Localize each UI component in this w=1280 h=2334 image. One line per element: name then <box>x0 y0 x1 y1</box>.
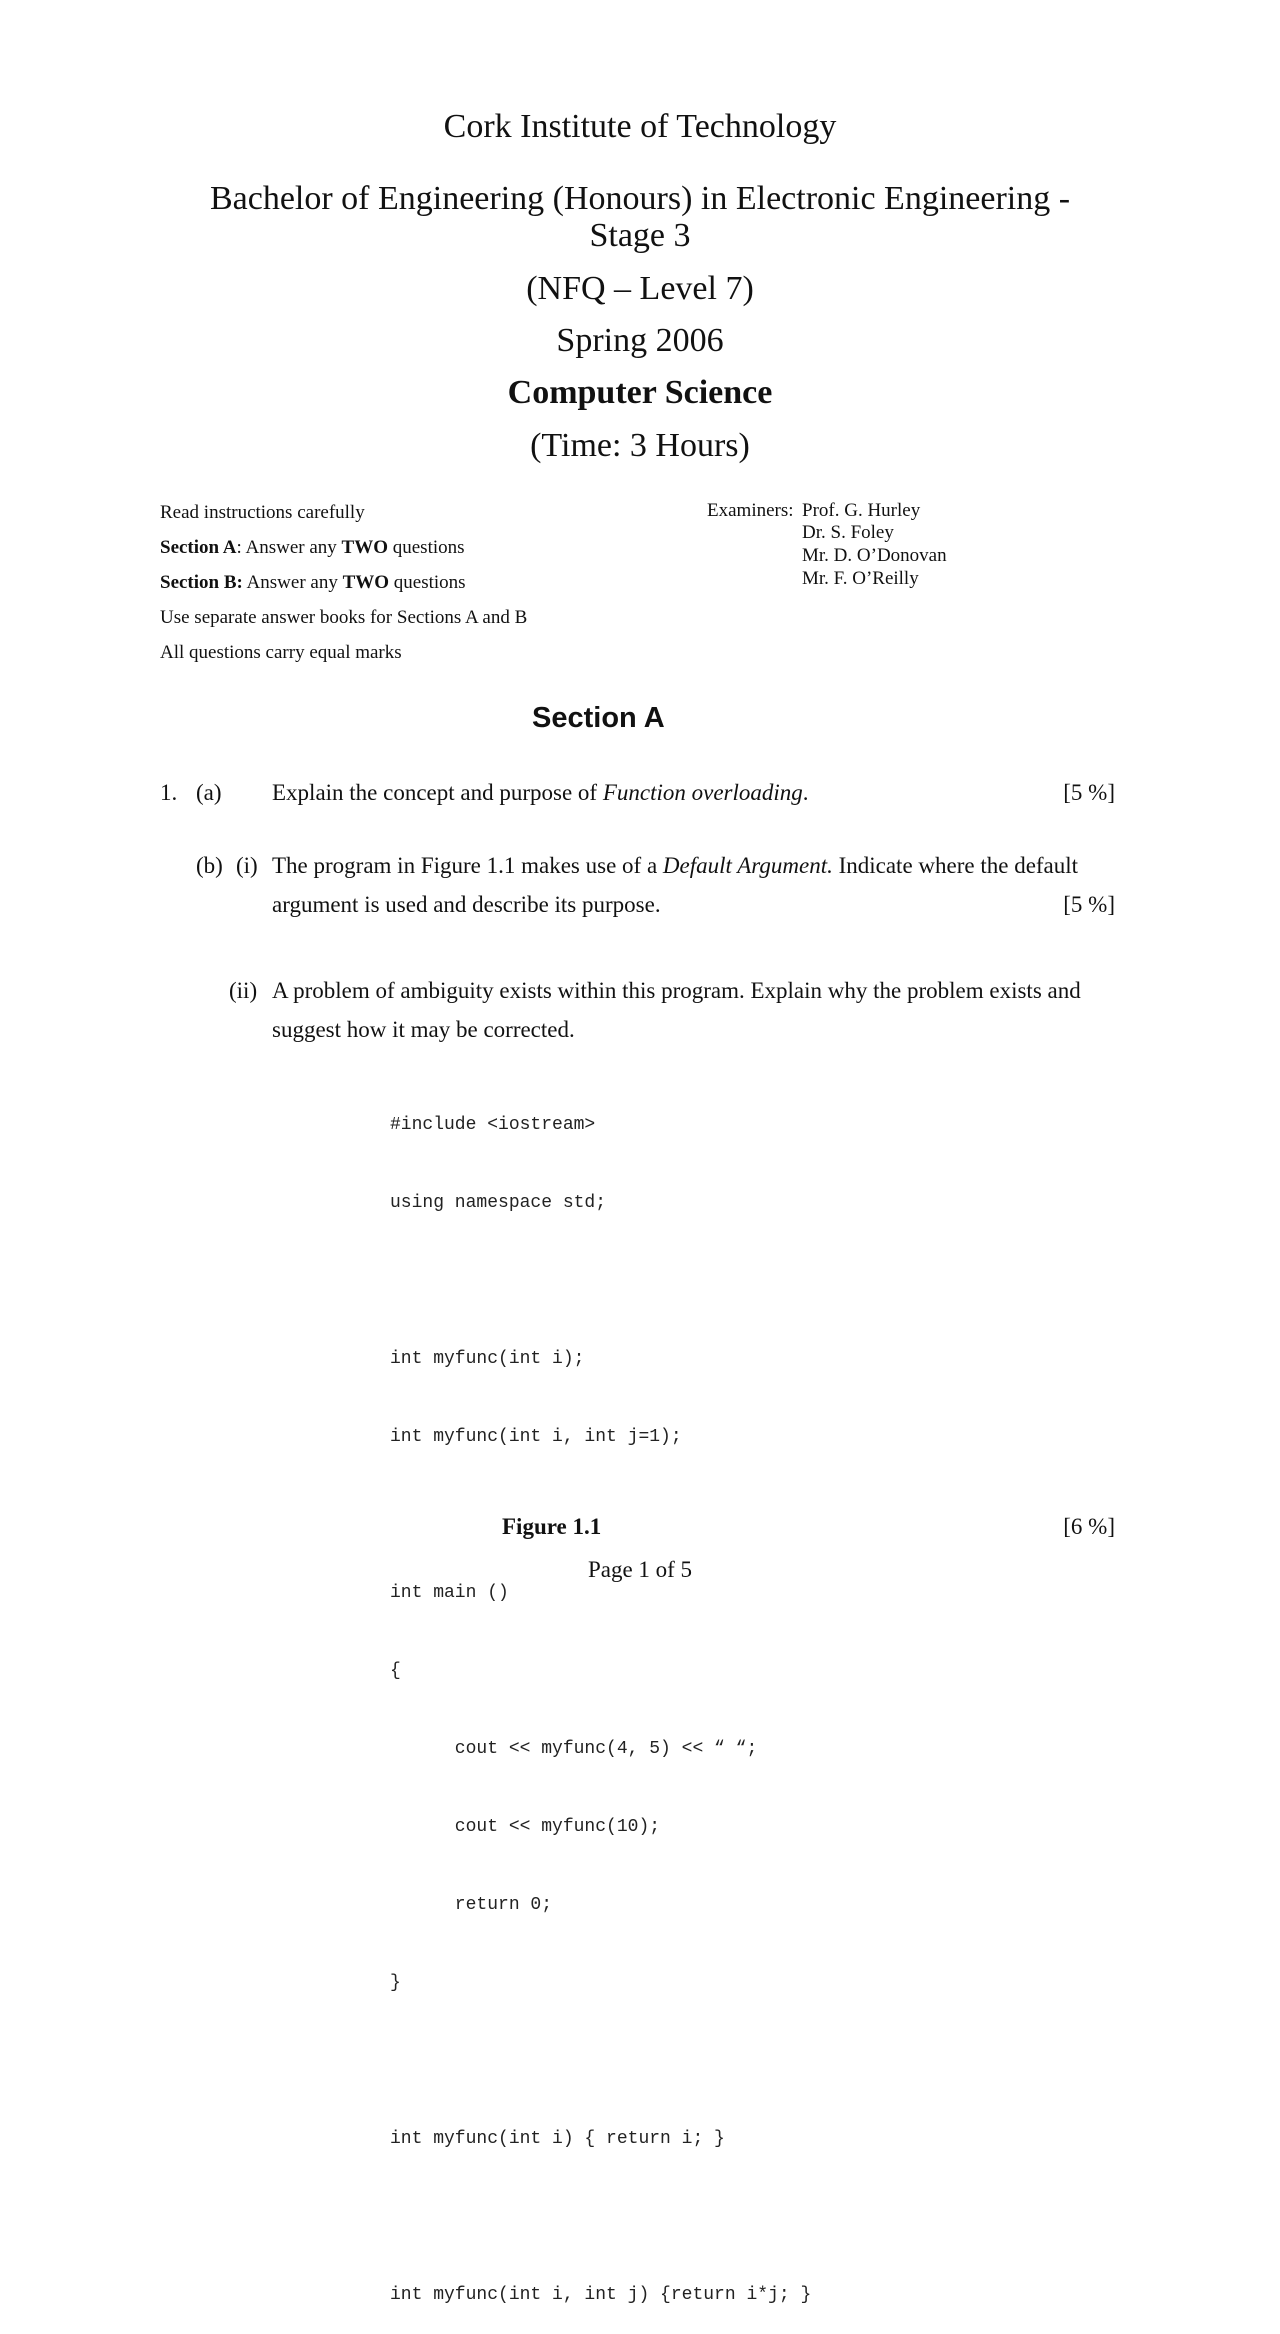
code-line: int myfunc(int i) { return i; } <box>390 2129 725 2149</box>
part-bi-mark: [5 %] <box>1063 892 1115 917</box>
code-line: #include <iostream> <box>390 1115 596 1135</box>
code-line: cout << myfunc(10); <box>390 1817 661 1837</box>
figure-caption: Figure 1.1 <box>502 1514 602 1539</box>
code-line <box>390 1268 811 1294</box>
instruction-section-b: Section B: Answer any TWO questions <box>160 572 466 593</box>
code-line: int myfunc(int i); <box>390 1349 585 1369</box>
part-bii-text-line1: A problem of ambiguity exists within this program. Explain why the problem exists and <box>272 978 1081 1003</box>
part-a-mark: [5 %] <box>1063 780 1115 805</box>
code-line: cout << myfunc(4, 5) << “ “; <box>390 1739 758 1759</box>
code-line: using namespace std; <box>390 1193 607 1213</box>
programme-title-line1: Bachelor of Engineering (Honours) in Electronic Engineering - <box>209 180 1071 217</box>
code-line: { <box>390 1661 401 1681</box>
code-line: } <box>390 1973 401 1993</box>
part-bi-text-line2: argument is used and describe its purpose. <box>272 892 661 917</box>
programme-title-line2: Stage 3 <box>589 217 691 254</box>
instruction-read: Read instructions carefully <box>160 502 365 523</box>
part-bii-text-line2: suggest how it may be corrected. <box>272 1017 575 1042</box>
examiner-name: Mr. F. O’Reilly <box>802 568 919 589</box>
code-line <box>390 2204 811 2230</box>
code-line: int myfunc(int i, int j) {return i*j; } <box>390 2285 812 2305</box>
exam-duration: (Time: 3 Hours) <box>530 427 750 464</box>
code-line: int main () <box>390 1583 509 1603</box>
part-bii-label: (ii) <box>229 978 258 1003</box>
part-bii-mark: [6 %] <box>1063 1514 1115 1539</box>
part-a-label: (a) <box>196 780 222 805</box>
examiner-name: Prof. G. Hurley <box>802 500 921 521</box>
subject-title: Computer Science <box>507 374 773 411</box>
instruction-section-a: Section A: Answer any TWO questions <box>160 537 465 558</box>
examiners-label: Examiners: <box>707 500 794 521</box>
question-number: 1. <box>160 780 178 805</box>
nfq-level: (NFQ – Level 7) <box>526 270 754 307</box>
examiner-name: Dr. S. Foley <box>802 522 894 543</box>
code-line: int myfunc(int i, int j=1); <box>390 1427 682 1447</box>
instruction-answer-books: Use separate answer books for Sections A and B <box>160 607 528 628</box>
code-line <box>390 2048 811 2074</box>
institution-title: Cork Institute of Technology <box>443 108 837 145</box>
part-a-text: Explain the concept and purpose of Function overloading. <box>272 780 809 805</box>
code-listing <box>390 1060 811 2334</box>
examiner-name: Mr. D. O’Donovan <box>802 545 947 566</box>
section-a-heading: Section A <box>532 702 665 734</box>
instruction-equal-marks: All questions carry equal marks <box>160 642 402 663</box>
part-bi-text-line1: The program in Figure 1.1 makes use of a Default Argument. Indicate where the default <box>272 853 1079 878</box>
code-line: return 0; <box>390 1895 553 1915</box>
exam-session: Spring 2006 <box>556 322 724 359</box>
part-b-label: (b) <box>196 853 223 878</box>
page-number: Page 1 of 5 <box>587 1557 693 1582</box>
part-bi-label: (i) <box>236 853 258 878</box>
